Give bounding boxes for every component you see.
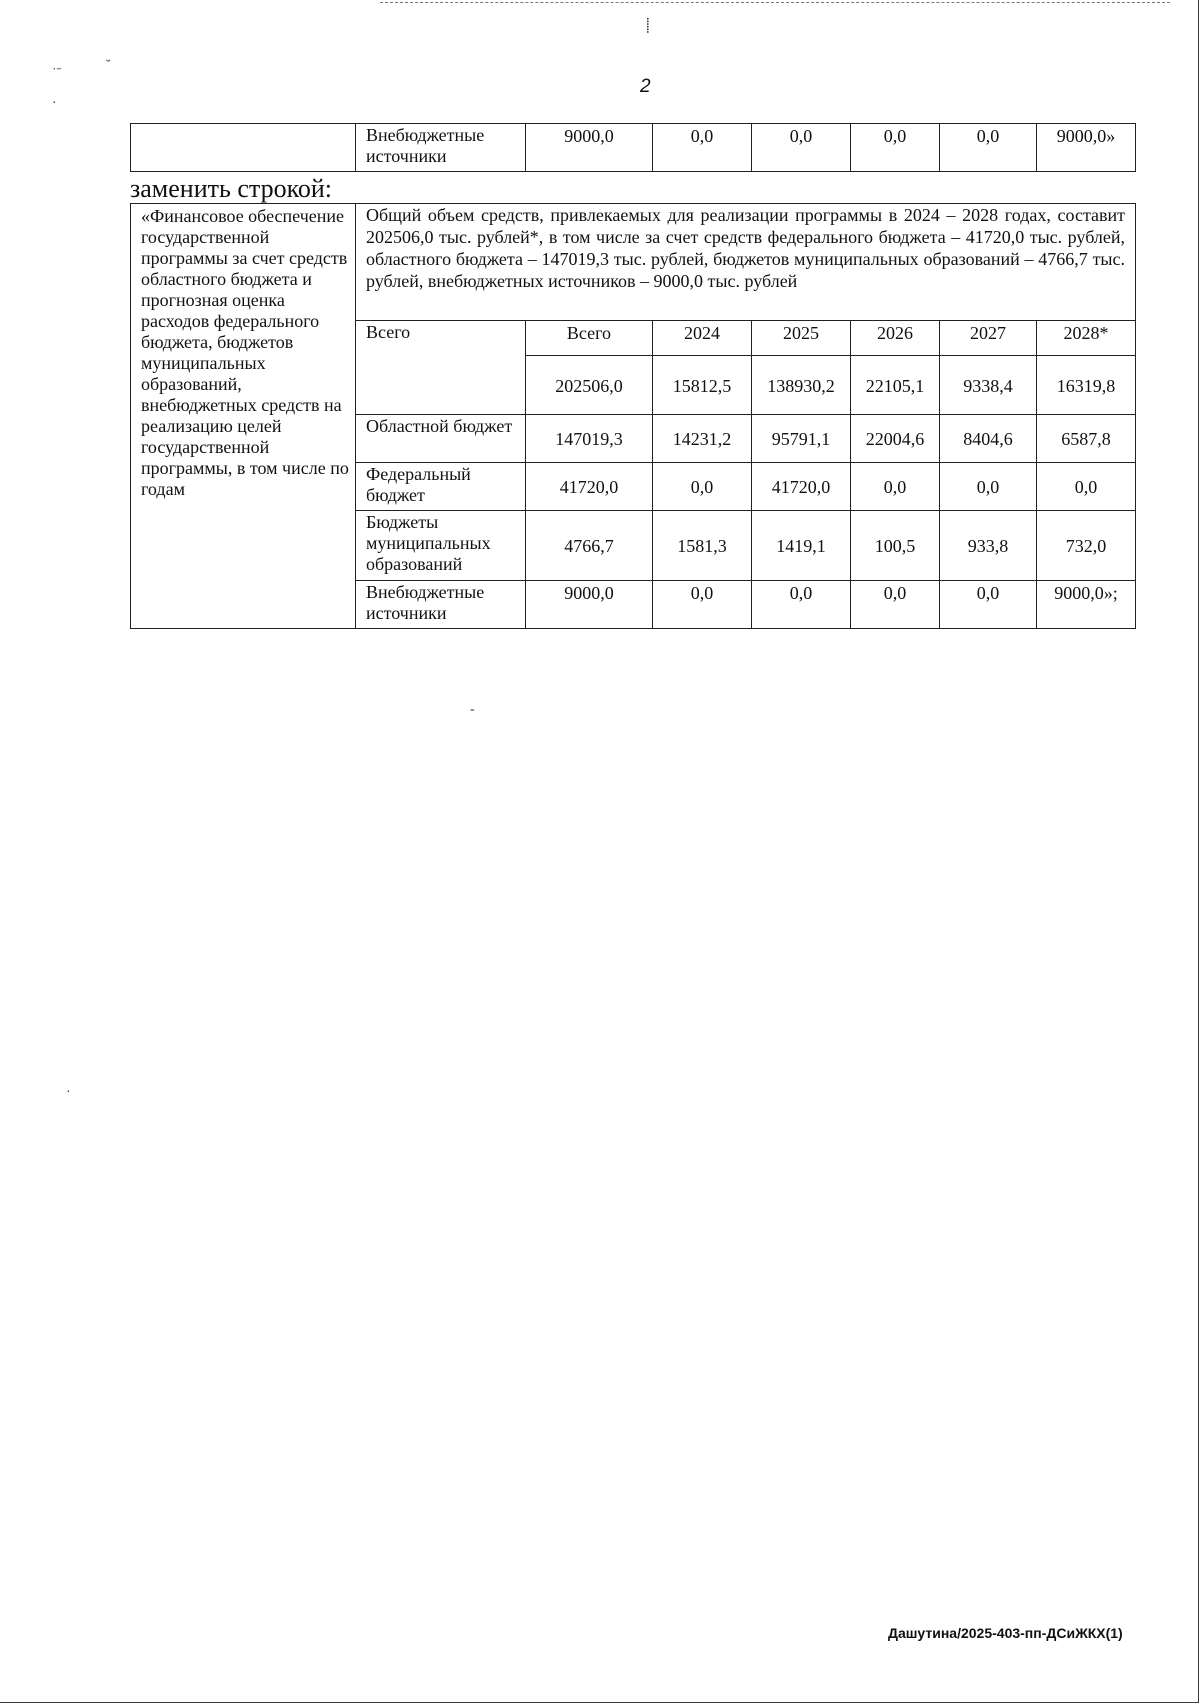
table-row	[131, 204, 1136, 321]
value-cell: 95791,1	[752, 415, 851, 463]
document-signature: Дашутина/2025-403-пп-ДСиЖКХ(1)	[888, 1625, 1123, 1641]
row-label: Внебюджетные источники	[356, 124, 526, 172]
value-cell: 8404,6	[940, 415, 1037, 463]
scan-artifact-line	[380, 2, 1170, 3]
scan-artifact-mark: ˙ˉ	[52, 66, 62, 81]
value-cell: 15812,5	[653, 356, 752, 415]
previous-table-fragment	[130, 123, 1136, 172]
value-cell: 0,0	[653, 124, 752, 172]
row-label: Внебюджетные источники	[356, 581, 526, 629]
page-number: 2	[640, 76, 651, 97]
value-cell: 100,5	[851, 511, 940, 581]
value-cell: 9000,0»	[1037, 124, 1136, 172]
value-cell: 9000,0	[526, 124, 653, 172]
value-cell: 41720,0	[752, 463, 851, 511]
column-header: Всего	[526, 321, 653, 356]
scan-artifact-mark: ·	[66, 1085, 71, 1100]
row-label: Федеральный бюджет	[356, 463, 526, 511]
value-cell: 1419,1	[752, 511, 851, 581]
value-cell: 22004,6	[851, 415, 940, 463]
value-cell: 0,0	[1037, 463, 1136, 511]
financing-table	[130, 203, 1136, 629]
row-label: Областной бюджет	[356, 415, 526, 463]
value-cell: 41720,0	[526, 463, 653, 511]
scan-artifact-mark: ˘	[106, 58, 111, 73]
value-cell: 0,0	[653, 463, 752, 511]
value-cell: 0,0	[851, 463, 940, 511]
table-row	[131, 124, 1136, 172]
scan-artifact-mark: ·	[52, 96, 57, 111]
row-label: Бюджеты муниципальных образований	[356, 511, 526, 581]
value-cell: 0,0	[940, 463, 1037, 511]
value-cell: 22105,1	[851, 356, 940, 415]
value-cell: 933,8	[940, 511, 1037, 581]
column-header: 2025	[752, 321, 851, 356]
value-cell: 0,0	[752, 124, 851, 172]
value-cell: 4766,7	[526, 511, 653, 581]
header-label: Всего	[356, 321, 526, 415]
value-cell: 202506,0	[526, 356, 653, 415]
value-cell: 14231,2	[653, 415, 752, 463]
scan-artifact-mark: ⸽	[646, 19, 650, 34]
value-cell: 0,0	[940, 581, 1037, 629]
value-cell: 9000,0»;	[1037, 581, 1136, 629]
value-cell: 147019,3	[526, 415, 653, 463]
program-description: «Финансовое обеспечение государственной программы за счет средств областного бюджета и прогнозная оценка расходов федерального бюджета, бюджетов муниципальных образований, внебюджетных средств на реализацию целей государственной программы, в том числе по годам	[131, 204, 356, 629]
value-cell: 16319,8	[1037, 356, 1136, 415]
value-cell: 6587,8	[1037, 415, 1136, 463]
value-cell: 138930,2	[752, 356, 851, 415]
value-cell: 1581,3	[653, 511, 752, 581]
value-cell: 0,0	[940, 124, 1037, 172]
value-cell: 0,0	[851, 581, 940, 629]
column-header: 2028*	[1037, 321, 1136, 356]
financing-summary: Общий объем средств, привлекаемых для реализации программы в 2024 – 2028 годах, составит 202506,0 тыс. рублей*, в том числе за счет средств федерального бюджета – 41720,0 тыс. рублей, областного бюджета – 147019,3 тыс. рублей, бюджетов муниципальных образований – 4766,7 тыс. рублей, внебюджетных источников – 9000,0 тыс. рублей	[356, 204, 1136, 321]
scan-artifact-mark: -	[470, 702, 475, 717]
value-cell: 0,0	[851, 124, 940, 172]
column-header: 2027	[940, 321, 1037, 356]
column-header: 2024	[653, 321, 752, 356]
column-header: 2026	[851, 321, 940, 356]
value-cell: 0,0	[653, 581, 752, 629]
value-cell: 732,0	[1037, 511, 1136, 581]
value-cell: 9338,4	[940, 356, 1037, 415]
value-cell: 0,0	[752, 581, 851, 629]
empty-cell	[131, 124, 356, 172]
value-cell: 9000,0	[526, 581, 653, 629]
replace-instruction: заменить строкой:	[130, 174, 333, 203]
